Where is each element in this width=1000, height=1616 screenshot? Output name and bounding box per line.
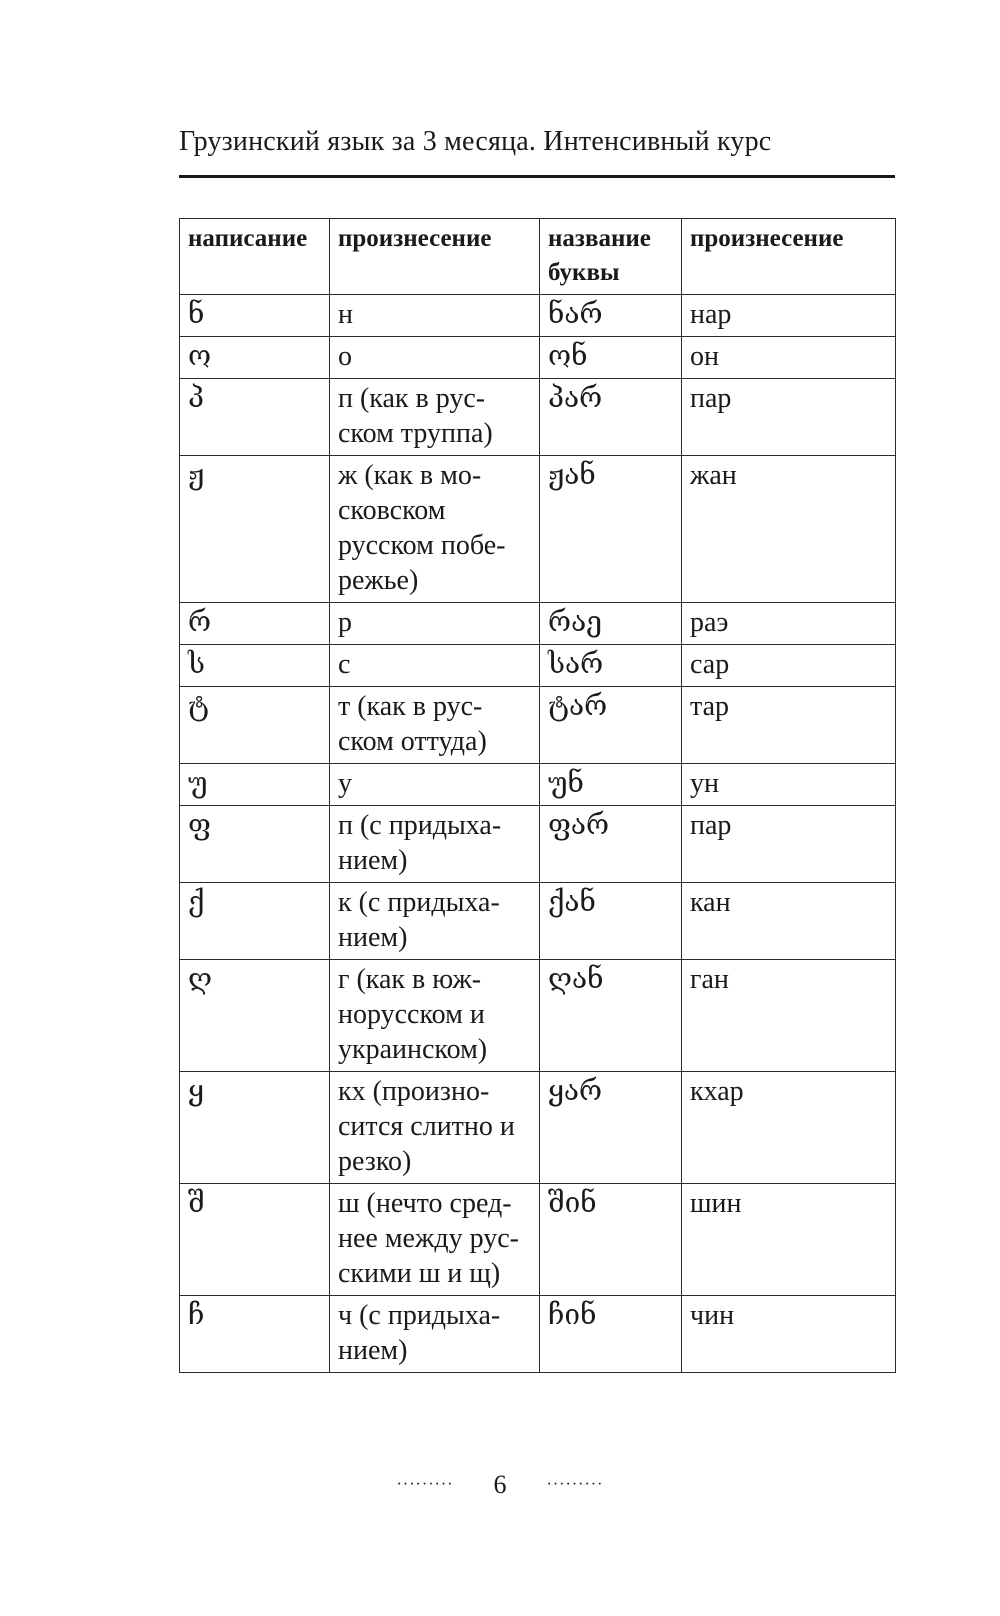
pronunciation-cell: п (как в рус-ском труппа) xyxy=(330,379,540,456)
table-row xyxy=(180,883,896,960)
name-pronunciation-cell: чин xyxy=(682,1296,896,1373)
name-pronunciation-cell: жан xyxy=(682,456,896,603)
letter-name-cell: ღან xyxy=(540,960,682,1072)
pronunciation-cell: ч (с придыха-нием) xyxy=(330,1296,540,1373)
pronunciation-cell: с xyxy=(330,645,540,687)
table-row xyxy=(180,379,896,456)
footer-dots-left: ········· xyxy=(396,1476,454,1493)
running-header: Грузинский язык за 3 месяца. Интенсивный курс xyxy=(179,126,772,157)
name-pronunciation-cell: шин xyxy=(682,1184,896,1296)
name-pronunciation-cell: пар xyxy=(682,379,896,456)
name-pronunciation-cell: раэ xyxy=(682,603,896,645)
letter-name-cell: შინ xyxy=(540,1184,682,1296)
col-header-pronunciation: произнесение xyxy=(330,219,540,295)
letter-name-cell: ჟან xyxy=(540,456,682,603)
table-row xyxy=(180,456,896,603)
letter-cell: ქ xyxy=(180,883,330,960)
letter-cell: ღ xyxy=(180,960,330,1072)
letter-cell: ს xyxy=(180,645,330,687)
letter-name-cell: ჩინ xyxy=(540,1296,682,1373)
name-pronunciation-cell: нар xyxy=(682,295,896,337)
table-row xyxy=(180,1072,896,1184)
letter-cell: უ xyxy=(180,764,330,806)
letter-cell: ფ xyxy=(180,806,330,883)
letter-cell: ნ xyxy=(180,295,330,337)
pronunciation-cell: ш (нечто сред-нее между рус-скими ш и щ) xyxy=(330,1184,540,1296)
letter-cell: პ xyxy=(180,379,330,456)
page-footer xyxy=(0,1470,1000,1500)
pronunciation-cell: к (с придыха-нием) xyxy=(330,883,540,960)
letter-name-cell: ფარ xyxy=(540,806,682,883)
name-pronunciation-cell: кхар xyxy=(682,1072,896,1184)
table-row xyxy=(180,295,896,337)
pronunciation-cell: у xyxy=(330,764,540,806)
table-row xyxy=(180,603,896,645)
table-row xyxy=(180,1296,896,1373)
name-pronunciation-cell: он xyxy=(682,337,896,379)
pronunciation-cell: т (как в рус-ском оттуда) xyxy=(330,687,540,764)
pronunciation-cell: кх (произно-сится слитно и резко) xyxy=(330,1072,540,1184)
table-row xyxy=(180,645,896,687)
pronunciation-cell: о xyxy=(330,337,540,379)
name-pronunciation-cell: ун xyxy=(682,764,896,806)
footer-dots-right: ········· xyxy=(546,1476,604,1493)
letter-cell: ო xyxy=(180,337,330,379)
name-pronunciation-cell: ган xyxy=(682,960,896,1072)
pronunciation-cell: ж (как в мо-сковском русском побе-режье) xyxy=(330,456,540,603)
col-header-name-pronunciation: произнесение xyxy=(682,219,896,295)
letter-name-cell: პარ xyxy=(540,379,682,456)
pronunciation-cell: н xyxy=(330,295,540,337)
name-pronunciation-cell: тар xyxy=(682,687,896,764)
letter-cell: რ xyxy=(180,603,330,645)
pronunciation-cell: п (с придыха-нием) xyxy=(330,806,540,883)
table-row xyxy=(180,1184,896,1296)
letter-name-cell: ტარ xyxy=(540,687,682,764)
name-pronunciation-cell: сар xyxy=(682,645,896,687)
letter-cell: ჩ xyxy=(180,1296,330,1373)
name-pronunciation-cell: пар xyxy=(682,806,896,883)
page-number: 6 xyxy=(493,1470,507,1499)
letter-name-cell: ყარ xyxy=(540,1072,682,1184)
letter-cell: ტ xyxy=(180,687,330,764)
table-row xyxy=(180,687,896,764)
table-row xyxy=(180,764,896,806)
letter-name-cell: სარ xyxy=(540,645,682,687)
table-row xyxy=(180,337,896,379)
table-row xyxy=(180,806,896,883)
col-header-writing: написание xyxy=(180,219,330,295)
table-header-row xyxy=(180,219,896,295)
letter-cell: ჟ xyxy=(180,456,330,603)
pronunciation-cell: г (как в юж-норусском и украинском) xyxy=(330,960,540,1072)
col-header-letter-name: название буквы xyxy=(540,219,682,295)
letter-name-cell: ქან xyxy=(540,883,682,960)
letter-name-cell: რაე xyxy=(540,603,682,645)
letter-name-cell: ონ xyxy=(540,337,682,379)
header-rule xyxy=(179,175,895,178)
alphabet-table xyxy=(179,218,896,1373)
pronunciation-cell: р xyxy=(330,603,540,645)
letter-name-cell: ნარ xyxy=(540,295,682,337)
letter-name-cell: უნ xyxy=(540,764,682,806)
name-pronunciation-cell: кан xyxy=(682,883,896,960)
letter-cell: შ xyxy=(180,1184,330,1296)
table-row xyxy=(180,960,896,1072)
letter-cell: ყ xyxy=(180,1072,330,1184)
